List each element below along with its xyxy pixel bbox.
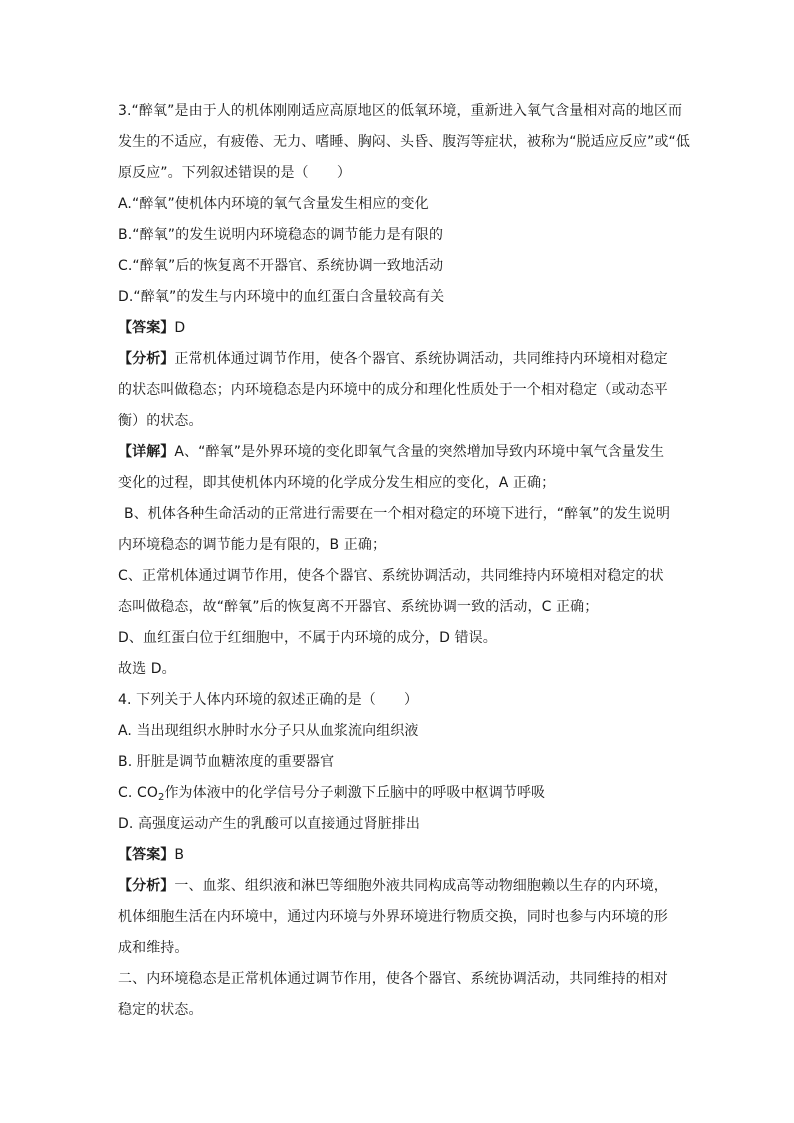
q3-analysis-line bbox=[118, 344, 678, 375]
q3-option-c: C.“醉氧”后的恢复离不开器官、系统协调一致地活动 bbox=[118, 258, 444, 274]
q3-analysis-line: 衡）的状态。 bbox=[118, 413, 203, 429]
analysis-label: 【分析】 bbox=[118, 351, 175, 367]
document-page bbox=[118, 96, 690, 1026]
analysis-text: 正常机体通过调节作用，使各个器官、系统协调活动，共同维持内环境相对稳定 bbox=[174, 351, 668, 367]
answer-value: B bbox=[174, 847, 185, 863]
q4-analysis-line: 成和维持。 bbox=[118, 940, 189, 956]
q3-stem-line: 原反应”。下列叙述错误的是（ ） bbox=[118, 165, 351, 181]
q4-option-c-prefix: C. CO bbox=[118, 785, 158, 801]
q4-option-c-subscript: 2 bbox=[157, 792, 165, 803]
q4-option-a: A. 当出现组织水肿时水分子只从血浆流向组织液 bbox=[118, 723, 419, 739]
q3-option-d: D.“醉氧”的发生与内环境中的血红蛋白含量较高有关 bbox=[118, 289, 445, 305]
answer-label: 【答案】 bbox=[118, 320, 175, 336]
detail-text: A、“醉氧”是外界环境的变化即氧气含量的突然增加导致内环境中氧气含量发生 bbox=[174, 444, 665, 460]
q4-analysis-line: 二、内环境稳态是正常机体通过调节作用，使各个器官、系统协调活动，共同维持的相对 bbox=[118, 971, 668, 987]
q3-detail-line: B、机体各种生命活动的正常进行需要在一个相对稳定的环境下进行，“醉氧”的发生说明 bbox=[124, 506, 671, 522]
analysis-label: 【分析】 bbox=[118, 878, 175, 894]
q3-option-b: B.“醉氧”的发生说明内环境稳态的调节能力是有限的 bbox=[118, 227, 444, 243]
q4-analysis-line bbox=[118, 871, 678, 902]
q3-stem-line: 发生的不适应，有疲倦、无力、嗜睡、胸闷、头昏、腹泻等症状，被称为“脱适应反应”或“低 bbox=[118, 134, 690, 150]
q3-detail-line: 变化的过程，即其使机体内环境的化学成分发生相应的变化，A 正确； bbox=[118, 475, 556, 491]
q3-conclusion: 故选 D。 bbox=[118, 661, 176, 677]
q3-detail-line: 内环境稳态的调节能力是有限的，B 正确； bbox=[118, 537, 387, 553]
q3-answer bbox=[118, 313, 678, 344]
q3-stem-line: 3.“醉氧”是由于人的机体刚刚适应高原地区的低氧环境，重新进入氧气含量相对高的地区而 bbox=[118, 103, 683, 119]
q4-option-c-suffix: 作为体液中的化学信号分子刺激下丘脑中的呼吸中枢调节呼吸 bbox=[164, 785, 546, 801]
question-4 bbox=[118, 685, 678, 1026]
q3-analysis-line: 的状态叫做稳态；内环境稳态是内环境中的成分和理化性质处于一个相对稳定（或动态平 bbox=[118, 382, 668, 398]
q3-option-a: A.“醉氧”使机体内环境的氧气含量发生相应的变化 bbox=[118, 196, 429, 212]
answer-label: 【答案】 bbox=[118, 847, 175, 863]
q4-analysis-line: 机体细胞生活在内环境中，通过内环境与外界环境进行物质交换，同时也参与内环境的形 bbox=[118, 909, 668, 925]
q4-answer bbox=[118, 840, 678, 871]
detail-label: 【详解】 bbox=[118, 444, 175, 460]
answer-value: D bbox=[174, 320, 186, 336]
q4-option-d: D. 高强度运动产生的乳酸可以直接通过肾脏排出 bbox=[118, 816, 420, 832]
q4-stem: 4. 下列关于人体内环境的叙述正确的是（ ） bbox=[118, 692, 419, 708]
q4-option-c bbox=[118, 778, 678, 809]
question-3 bbox=[118, 96, 690, 685]
q4-analysis-line: 稳定的状态。 bbox=[118, 1002, 203, 1018]
q3-detail-line: C、正常机体通过调节作用，使各个器官、系统协调活动，共同维持内环境相对稳定的状 bbox=[118, 568, 664, 584]
q4-option-b: B. 肝脏是调节血糖浓度的重要器官 bbox=[118, 754, 335, 770]
q3-detail-line: D、血红蛋白位于红细胞中，不属于内环境的成分，D 错误。 bbox=[118, 630, 497, 646]
q3-detail-line bbox=[118, 437, 678, 468]
analysis-text: 一、血浆、组织液和淋巴等细胞外液共同构成高等动物细胞赖以生存的内环境， bbox=[174, 878, 668, 894]
q3-detail-line: 态叫做稳态，故“醉氧”后的恢复离不开器官、系统协调一致的活动，C 正确； bbox=[118, 599, 599, 615]
